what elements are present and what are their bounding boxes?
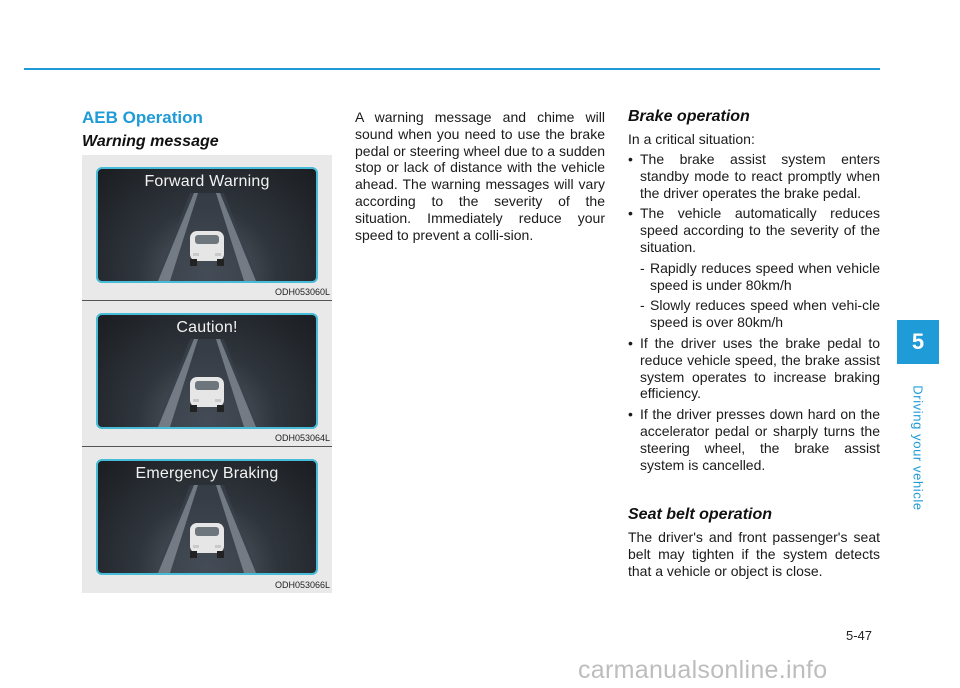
screen-title: Forward Warning <box>144 173 270 190</box>
warning-heading: Warning message <box>82 133 219 150</box>
chapter-tab: 5 <box>897 320 939 364</box>
figure-code: ODH053064L <box>274 433 330 443</box>
figure-forward-warning <box>82 155 332 300</box>
list-item: • The vehicle automatically reduces speed according to the severity of the situation. - Rapidly reduces speed when vehicle speed is under 80km/h - Slowly reduces speed when vehi-cle speed is over 80km/h <box>628 205 880 331</box>
chapter-name: Driving your vehicle <box>910 385 926 511</box>
brake-lead: In a critical situation: <box>628 131 755 147</box>
figure-emergency-braking <box>82 447 332 593</box>
screen-title: Caution! <box>176 319 238 336</box>
watermark: carmanualsonline.info <box>578 656 828 684</box>
list-item: • The brake assist system enters standby mode to react promptly when the driver operates the brake pedal. <box>628 151 880 201</box>
brake-heading: Brake operation <box>628 108 750 125</box>
list-item: • If the driver uses the brake pedal to reduce vehicle speed, the brake assist system operates to increase braking efficiency. <box>628 334 880 402</box>
header-rule <box>24 68 880 70</box>
figure-code: ODH053060L <box>274 287 330 297</box>
sub-item: - Slowly reduces speed when vehi-cle speed is over 80km/h <box>640 297 880 331</box>
intro-paragraph: A warning message and chime will sound when you need to use the brake pedal or steering wheel due to a sudden stop or lack of distance with the vehicle ahead. The warning messages will vary according to the severity of the situation. Immediately reduce your speed to prevent a colli-sion. <box>355 109 605 243</box>
seatbelt-paragraph: The driver's and front passenger's seat belt may tighten if the system detects that a vehicle or object is close. <box>628 529 880 579</box>
cluster-display <box>96 167 318 283</box>
seatbelt-heading: Seat belt operation <box>628 506 773 523</box>
cluster-display <box>96 313 318 429</box>
figure-code: ODH053066L <box>274 580 330 590</box>
sub-item: - Rapidly reduces speed when vehicle speed is under 80km/h <box>640 259 880 293</box>
page-number: 5-47 <box>846 628 873 643</box>
screen-title: Emergency Braking <box>135 465 279 482</box>
section-title: AEB Operation <box>82 108 203 127</box>
figure-caution <box>82 301 332 446</box>
list-item: • If the driver presses down hard on the accelerator pedal or sharply turns the steering wheel, the brake assist system is cancelled. <box>628 406 880 473</box>
cluster-display <box>96 459 318 575</box>
brake-list <box>628 151 880 477</box>
